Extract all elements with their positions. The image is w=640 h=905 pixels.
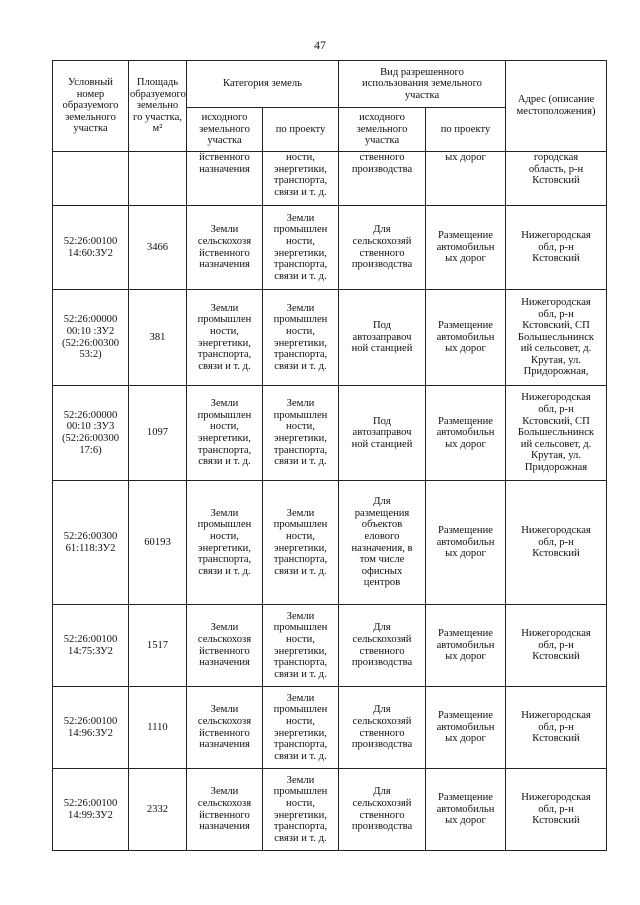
header-use-project: по проекту [426,108,506,152]
cell-use-original: Для сельскохозяй ственного производства [339,687,426,769]
cell-use-original: Для размещения объектов елового назначения, в том числе офисных центров [339,481,426,605]
cell-category-project: Земли промышлен ности, энергетики, транспорта, связи и т. д. [263,481,339,605]
header-area: Площадь образуемого земельно го участка, м² [129,61,187,152]
cell-use-project: ых дорог [426,152,506,206]
table-row [53,481,607,605]
cell-area [129,152,187,206]
cell-area: 3466 [129,206,187,290]
page-number: 47 [314,38,326,52]
cell-category-project: Земли промышлен ности, энергетики, транспорта, связи и т. д. [263,206,339,290]
header-cadastral: Условный номер образуемого земельного участка [53,61,129,152]
cell-address: Нижегородская обл, р-н Кстовский, СП Большесльнинск ий сельсовет, д. Крутая, ул. Придорожная, [506,290,607,386]
cell-use-project: Размещение автомобильн ых дорог [426,605,506,687]
table-row [53,769,607,851]
cell-category-original: Земли промышлен ности, энергетики, транспорта, связи и т. д. [187,481,263,605]
cell-cadastral: 52:26:00100 14:60:ЗУ2 [53,206,129,290]
table-row-continuation [53,152,607,206]
cell-category-original: Земли промышлен ности, энергетики, транспорта, связи и т. д. [187,290,263,386]
cell-use-original: Для сельскохозяй ственного производства [339,769,426,851]
cell-cadastral: 52:26:00000 00:10 :ЗУ3 (52:26:00300 17:6) [53,386,129,481]
cell-category-original: Земли сельскохозя йственного назначения [187,605,263,687]
cell-use-original: Для сельскохозяй ственного производства [339,206,426,290]
header-row-1 [53,61,607,108]
cell-cadastral [53,152,129,206]
cell-category-original: Земли сельскохозя йственного назначения [187,769,263,851]
table-row [53,386,607,481]
cell-use-project: Размещение автомобильн ых дорог [426,386,506,481]
cell-address: Нижегородская обл, р-н Кстовский [506,206,607,290]
table-row [53,206,607,290]
table-row [53,290,607,386]
cell-category-original: Земли промышлен ности, энергетики, транспорта, связи и т. д. [187,386,263,481]
cell-area: 2332 [129,769,187,851]
cell-address: Нижегородская обл, р-н Кстовский [506,687,607,769]
cell-category-original: йственного назначения [187,152,263,206]
cell-use-project: Размещение автомобильн ых дорог [426,206,506,290]
land-plots-table [52,60,607,851]
cell-area: 1517 [129,605,187,687]
cell-category-project: Земли промышлен ности, энергетики, транспорта, связи и т. д. [263,687,339,769]
cell-area: 1097 [129,386,187,481]
table-row [53,605,607,687]
table-row [53,687,607,769]
cell-address: Нижегородская обл, р-н Кстовский [506,769,607,851]
header-use-type: Вид разрешенного использования земельного участка [339,61,506,108]
cell-use-project: Размещение автомобильн ых дорог [426,769,506,851]
header-category-original: исходного земельного участка [187,108,263,152]
cell-category-project: ности, энергетики, транспорта, связи и т. д. [263,152,339,206]
header-category-project: по проекту [263,108,339,152]
cell-cadastral: 52:26:00000 00:10 :ЗУ2 (52:26:00300 53:2) [53,290,129,386]
cell-category-original: Земли сельскохозя йственного назначения [187,206,263,290]
cell-address: городская область, р-н Кстовский [506,152,607,206]
cell-category-project: Земли промышлен ности, энергетики, транспорта, связи и т. д. [263,290,339,386]
cell-cadastral: 52:26:00300 61:118:ЗУ2 [53,481,129,605]
cell-cadastral: 52:26:00100 14:75:ЗУ2 [53,605,129,687]
cell-use-project: Размещение автомобильн ых дорог [426,481,506,605]
cell-area: 1110 [129,687,187,769]
cell-category-project: Земли промышлен ности, энергетики, транспорта, связи и т. д. [263,386,339,481]
cell-use-original: Под автозаправоч ной станцией [339,290,426,386]
cell-address: Нижегородская обл, р-н Кстовский [506,481,607,605]
cell-area: 381 [129,290,187,386]
cell-use-original: Под автозаправоч ной станцией [339,386,426,481]
cell-address: Нижегородская обл, р-н Кстовский, СП Большесльнинск ий сельсовет, д. Крутая, ул. Придорожная [506,386,607,481]
cell-area: 60193 [129,481,187,605]
cell-use-original: ственного производства [339,152,426,206]
cell-use-project: Размещение автомобильн ых дорог [426,687,506,769]
cell-category-project: Земли промышлен ности, энергетики, транспорта, связи и т. д. [263,605,339,687]
cell-cadastral: 52:26:00100 14:99:ЗУ2 [53,769,129,851]
cell-category-original: Земли сельскохозя йственного назначения [187,687,263,769]
header-category: Категория земель [187,61,339,108]
cell-use-project: Размещение автомобильн ых дорог [426,290,506,386]
header-use-original: исходного земельного участка [339,108,426,152]
cell-cadastral: 52:26:00100 14:96:ЗУ2 [53,687,129,769]
cell-address: Нижегородская обл, р-н Кстовский [506,605,607,687]
cell-use-original: Для сельскохозяй ственного производства [339,605,426,687]
header-address: Адрес (описание местоположения) [506,61,607,152]
cell-category-project: Земли промышлен ности, энергетики, транспорта, связи и т. д. [263,769,339,851]
